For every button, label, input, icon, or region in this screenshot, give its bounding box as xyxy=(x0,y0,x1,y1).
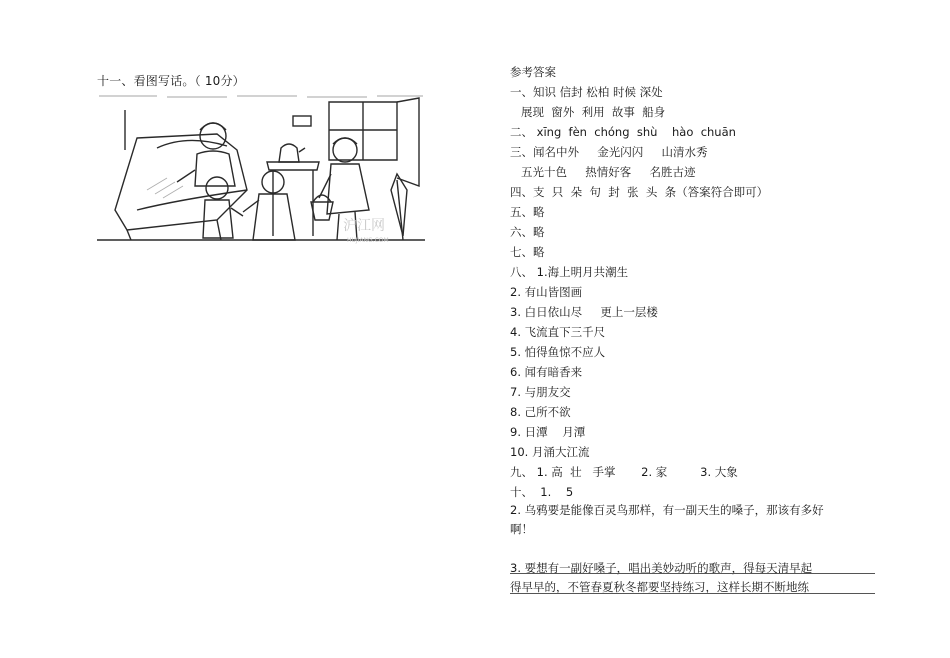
answer-line: 六、略 xyxy=(510,225,545,239)
answer-paragraph-3-line-1: 3. 要想有一副好嗓子，唱出美妙动听的歌声，得每天清早起 xyxy=(510,561,813,575)
underline-rule xyxy=(510,593,875,594)
answer-heading: 参考答案 xyxy=(510,65,556,79)
answer-line: 8. 己所不欲 xyxy=(510,405,571,419)
answer-line: 4. 飞流直下三千尺 xyxy=(510,325,606,339)
watermark-en: HUJIANG.COM xyxy=(347,237,389,244)
watermark-cn: 沪江网 xyxy=(343,218,385,234)
answer-paragraph-3-line-2: 得早早的，不管春夏秋冬都要坚持练习，这样长期不断地练 xyxy=(510,580,809,594)
answer-line: 9. 日潭 月潭 xyxy=(510,425,586,439)
answer-line: 3. 白日依山尽 更上一层楼 xyxy=(510,305,658,319)
sick-mother-illustration xyxy=(97,90,425,246)
answer-line: 三、闻名中外 金光闪闪 山清水秀 xyxy=(510,145,708,159)
answer-line: 十、 1. 5 xyxy=(510,485,574,499)
answer-line: 二、 xīng fèn chóng shù hào chuān xyxy=(510,125,736,139)
answer-line: 九、 1. 高 壮 手掌 2. 家 3. 大象 xyxy=(510,465,738,479)
answer-line: 七、略 xyxy=(510,245,545,259)
answer-line: 10. 月涌大江流 xyxy=(510,445,590,459)
answer-line: 2. 有山皆图画 xyxy=(510,285,583,299)
answer-line: 7. 与朋友交 xyxy=(510,385,571,399)
answer-line: 展现 窗外 利用 故事 船身 xyxy=(510,105,666,119)
answer-line: 五、略 xyxy=(510,205,545,219)
underline-rule xyxy=(510,573,875,574)
question-11-title: 十一、看图写话。（ 10分） xyxy=(97,74,245,88)
answer-paragraph-2: 2. 乌鸦要是能像百灵鸟那样，有一副天生的嗓子，那该有多好啊！ xyxy=(510,503,824,536)
answer-line: 四、支 只 朵 句 封 张 头 条（答案符合即可） xyxy=(510,185,769,199)
answer-line: 八、 1.海上明月共潮生 xyxy=(510,265,629,279)
answer-line: 一、知识 信封 松柏 时候 深处 xyxy=(510,85,663,99)
answer-line: 5. 怕得鱼惊不应人 xyxy=(510,345,606,359)
answer-line: 五光十色 热情好客 名胜古迹 xyxy=(510,165,696,179)
answer-line: 6. 闻有暗香来 xyxy=(510,365,583,379)
